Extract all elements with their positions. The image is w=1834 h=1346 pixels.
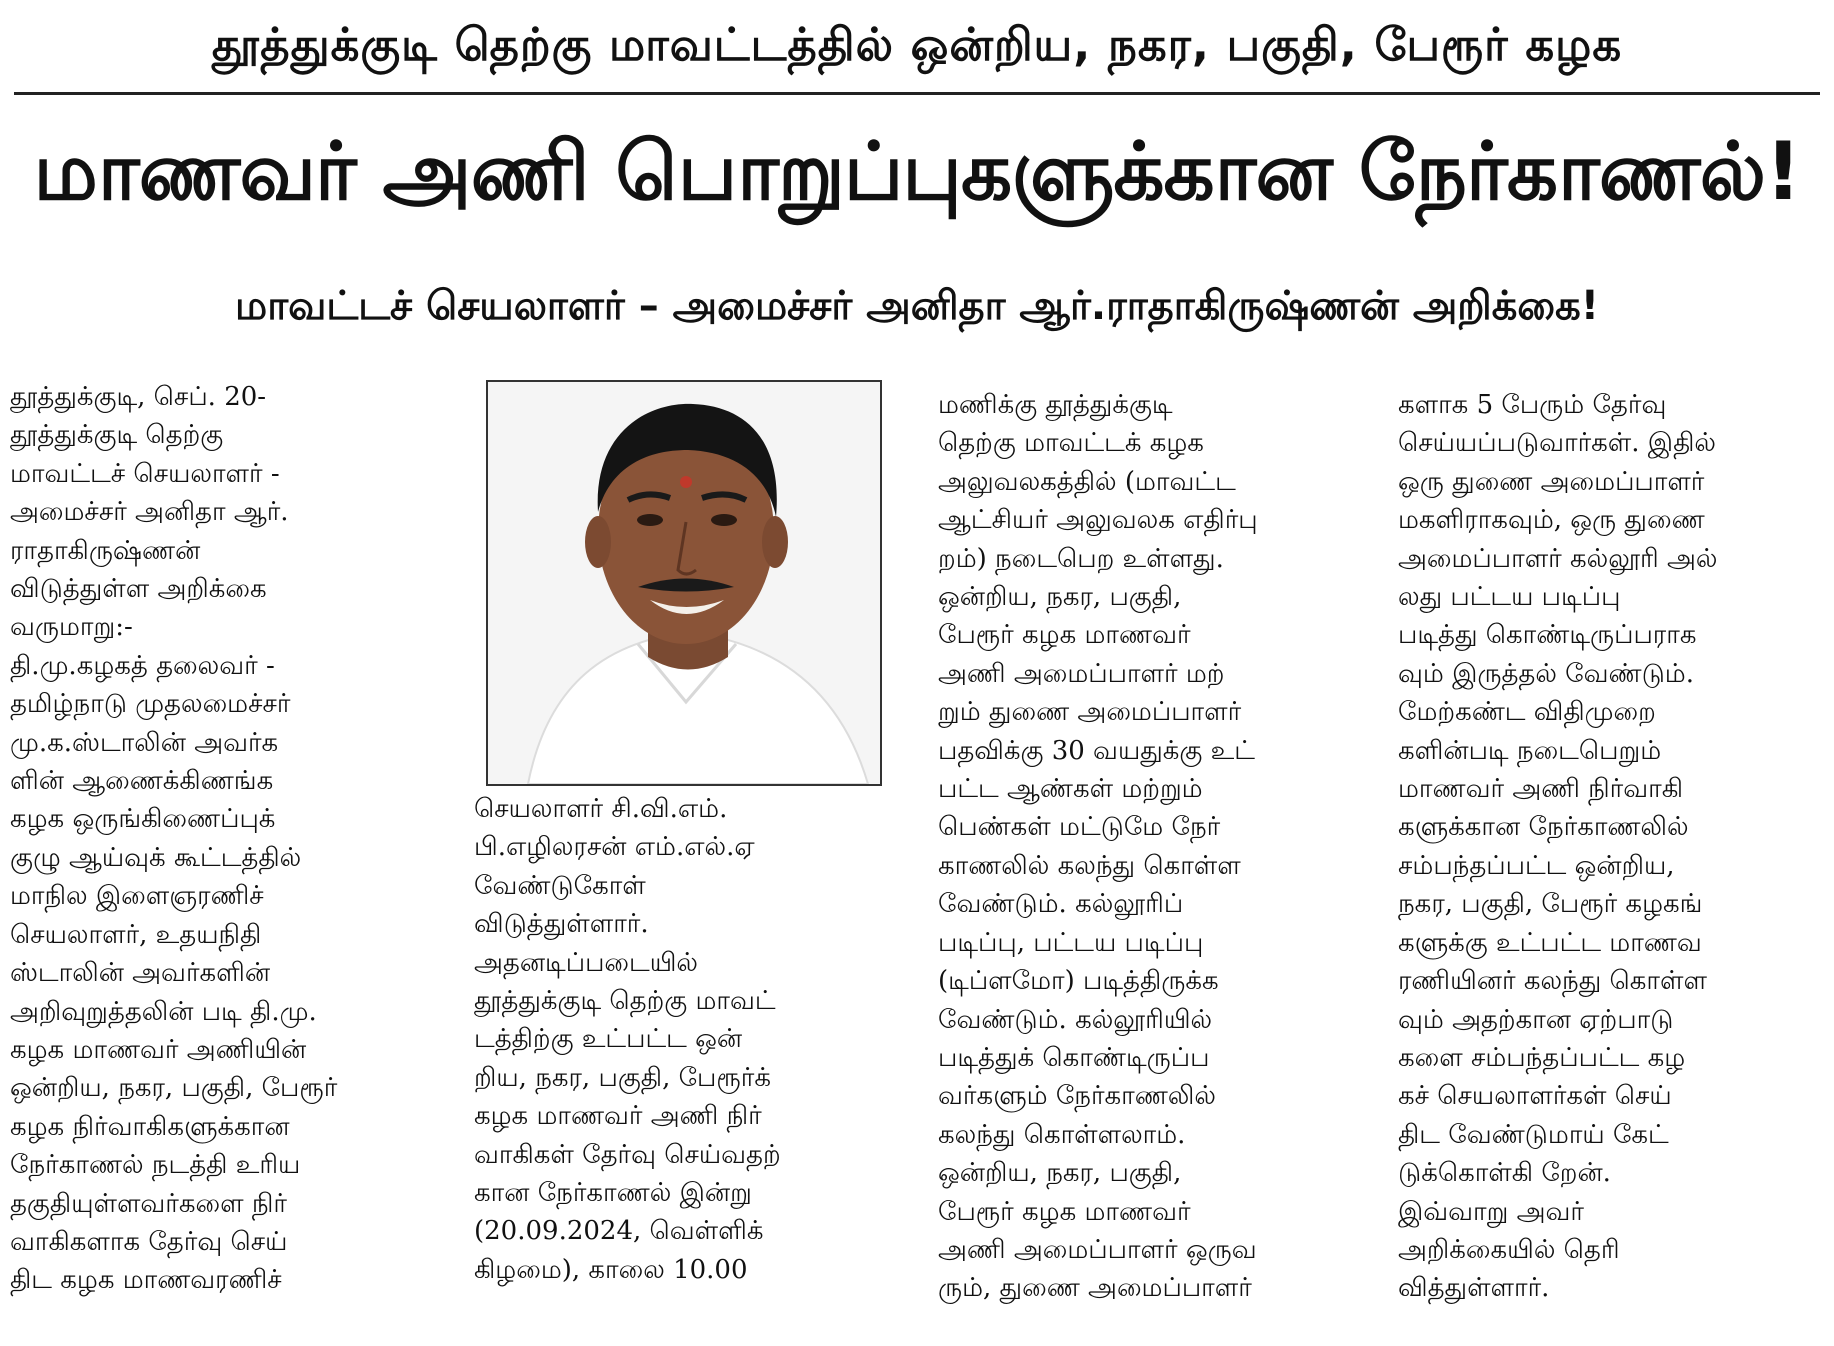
subheadline: மாவட்டச் செயலாளர் – அமைச்சர் அனிதா ஆர்.ராதாகிருஷ்ணன் அறிக்கை! (235, 282, 1599, 329)
header-rule (14, 92, 1820, 95)
portrait-photo (486, 380, 882, 786)
article-column-3 (938, 386, 1368, 1308)
column-2-text: செயலாளர் சி.வி.எம். பி.எழிலரசன் எம்.எல்.ஏ வேண்டுகோள் விடுத்துள்ளார். அதனடிப்படையில் தூத்துக்குடி தெற்கு மாவட் டத்திற்கு உட்பட்ட ஒன் றிய, நகர, பகுதி, பேரூர்க் கழக மாணவர் அணி நிர் வாகிகள் தேர்வு செய்வதற் கான நேர்காணல் இன்று (20.09.2024, வெள்ளிக் கிழமை), காலை 10.00 (474, 794, 781, 1285)
portrait-illustration (488, 382, 880, 784)
column-3-text: மணிக்கு தூத்துக்குடி தெற்கு மாவட்டக் கழக அலுவலகத்தில் (மாவட்ட ஆட்சியர் அலுவலக எதிர்பு றம்) நடைபெற உள்ளது. ஒன்றிய, நகர, பகுதி, பேரூர் கழக மாணவர் அணி அமைப்பாளர் மற் றும் துணை அமைப்பாளர் பதவிக்கு 30 வயதுக்கு உட் பட்ட ஆண்கள் மற்றும் பெண்கள் மட்டுமே நேர் காணலில் கலந்து கொள்ள வேண்டும். கல்லூரிப் படிப்பு, பட்டய படிப்பு (டிப்ளமோ) படித்திருக்க வேண்டும். கல்லூரியில் படித்துக் கொண்டிருப்ப வர்களும் நேர்காணலில் கலந்து கொள்ளலாம். ஒன்றிய, நகர, பகுதி, பேரூர் கழக மாணவர் அணி அமைப்பாளர் ஒருவ ரும், துணை அமைப்பாளர் (938, 390, 1258, 1304)
headline: மாணவர் அணி பொறுப்புகளுக்கான நேர்காணல்! (33, 125, 1801, 218)
article-column-1 (10, 378, 442, 1300)
column-1-text: தூத்துக்குடி, செப். 20- தூத்துக்குடி தெற்கு மாவட்டச் செயலாளர் - அமைச்சர் அனிதா ஆர். ராதாகிருஷ்ணன் விடுத்துள்ள அறிக்கை வருமாறு:- தி.மு.கழகத் தலைவர் - தமிழ்நாடு முதலமைச்சர் மு.க.ஸ்டாலின் அவர்க ளின் ஆணைக்கிணங்க கழக ஒருங்கிணைப்புக் குழு ஆய்வுக் கூட்டத்தில் மாநில இளைஞரணிச் செயலாளர், உதயநிதி ஸ்டாலின் அவர்களின் அறிவுறுத்தலின் படி தி.மு. கழக மாணவர் அணியின் ஒன்றிய, நகர, பகுதி, பேரூர் கழக நிர்வாகிகளுக்கான நேர்காணல் நடத்தி உரிய தகுதியுள்ளவர்களை நிர் வாகிகளாக தேர்வு செய் திட கழக மாணவரணிச் (10, 382, 338, 1296)
article-column-2 (474, 790, 910, 1289)
column-4-text: களாக 5 பேரும் தேர்வு செய்யப்படுவார்கள். இதில் ஒரு துணை அமைப்பாளர் மகளிராகவும், ஒரு துணை அமைப்பாளர் கல்லூரி அல் லது பட்டய படிப்பு படித்து கொண்டிருப்பராக வும் இருத்தல் வேண்டும். மேற்கண்ட விதிமுறை களின்படி நடைபெறும் மாணவர் அணி நிர்வாகி களுக்கான நேர்காணலில் சம்பந்தப்பட்ட ஒன்றிய, நகர, பகுதி, பேரூர் கழகங் களுக்கு உட்பட்ட மாணவ ரணியினர் கலந்து கொள்ள வும் அதற்கான ஏற்பாடு களை சம்பந்தப்பட்ட கழ கச் செயலாளர்கள் செய் திட வேண்டுமாய் கேட் டுக்கொள்கி றேன். இவ்வாறு அவர் அறிக்கையில் தெரி வித்துள்ளார். (1398, 390, 1718, 1304)
kicker-line: தூத்துக்குடி தெற்கு மாவட்டத்தில் ஒன்றிய, நகர, பகுதி, பேரூர் கழக (211, 17, 1623, 71)
article-column-4 (1398, 386, 1828, 1308)
